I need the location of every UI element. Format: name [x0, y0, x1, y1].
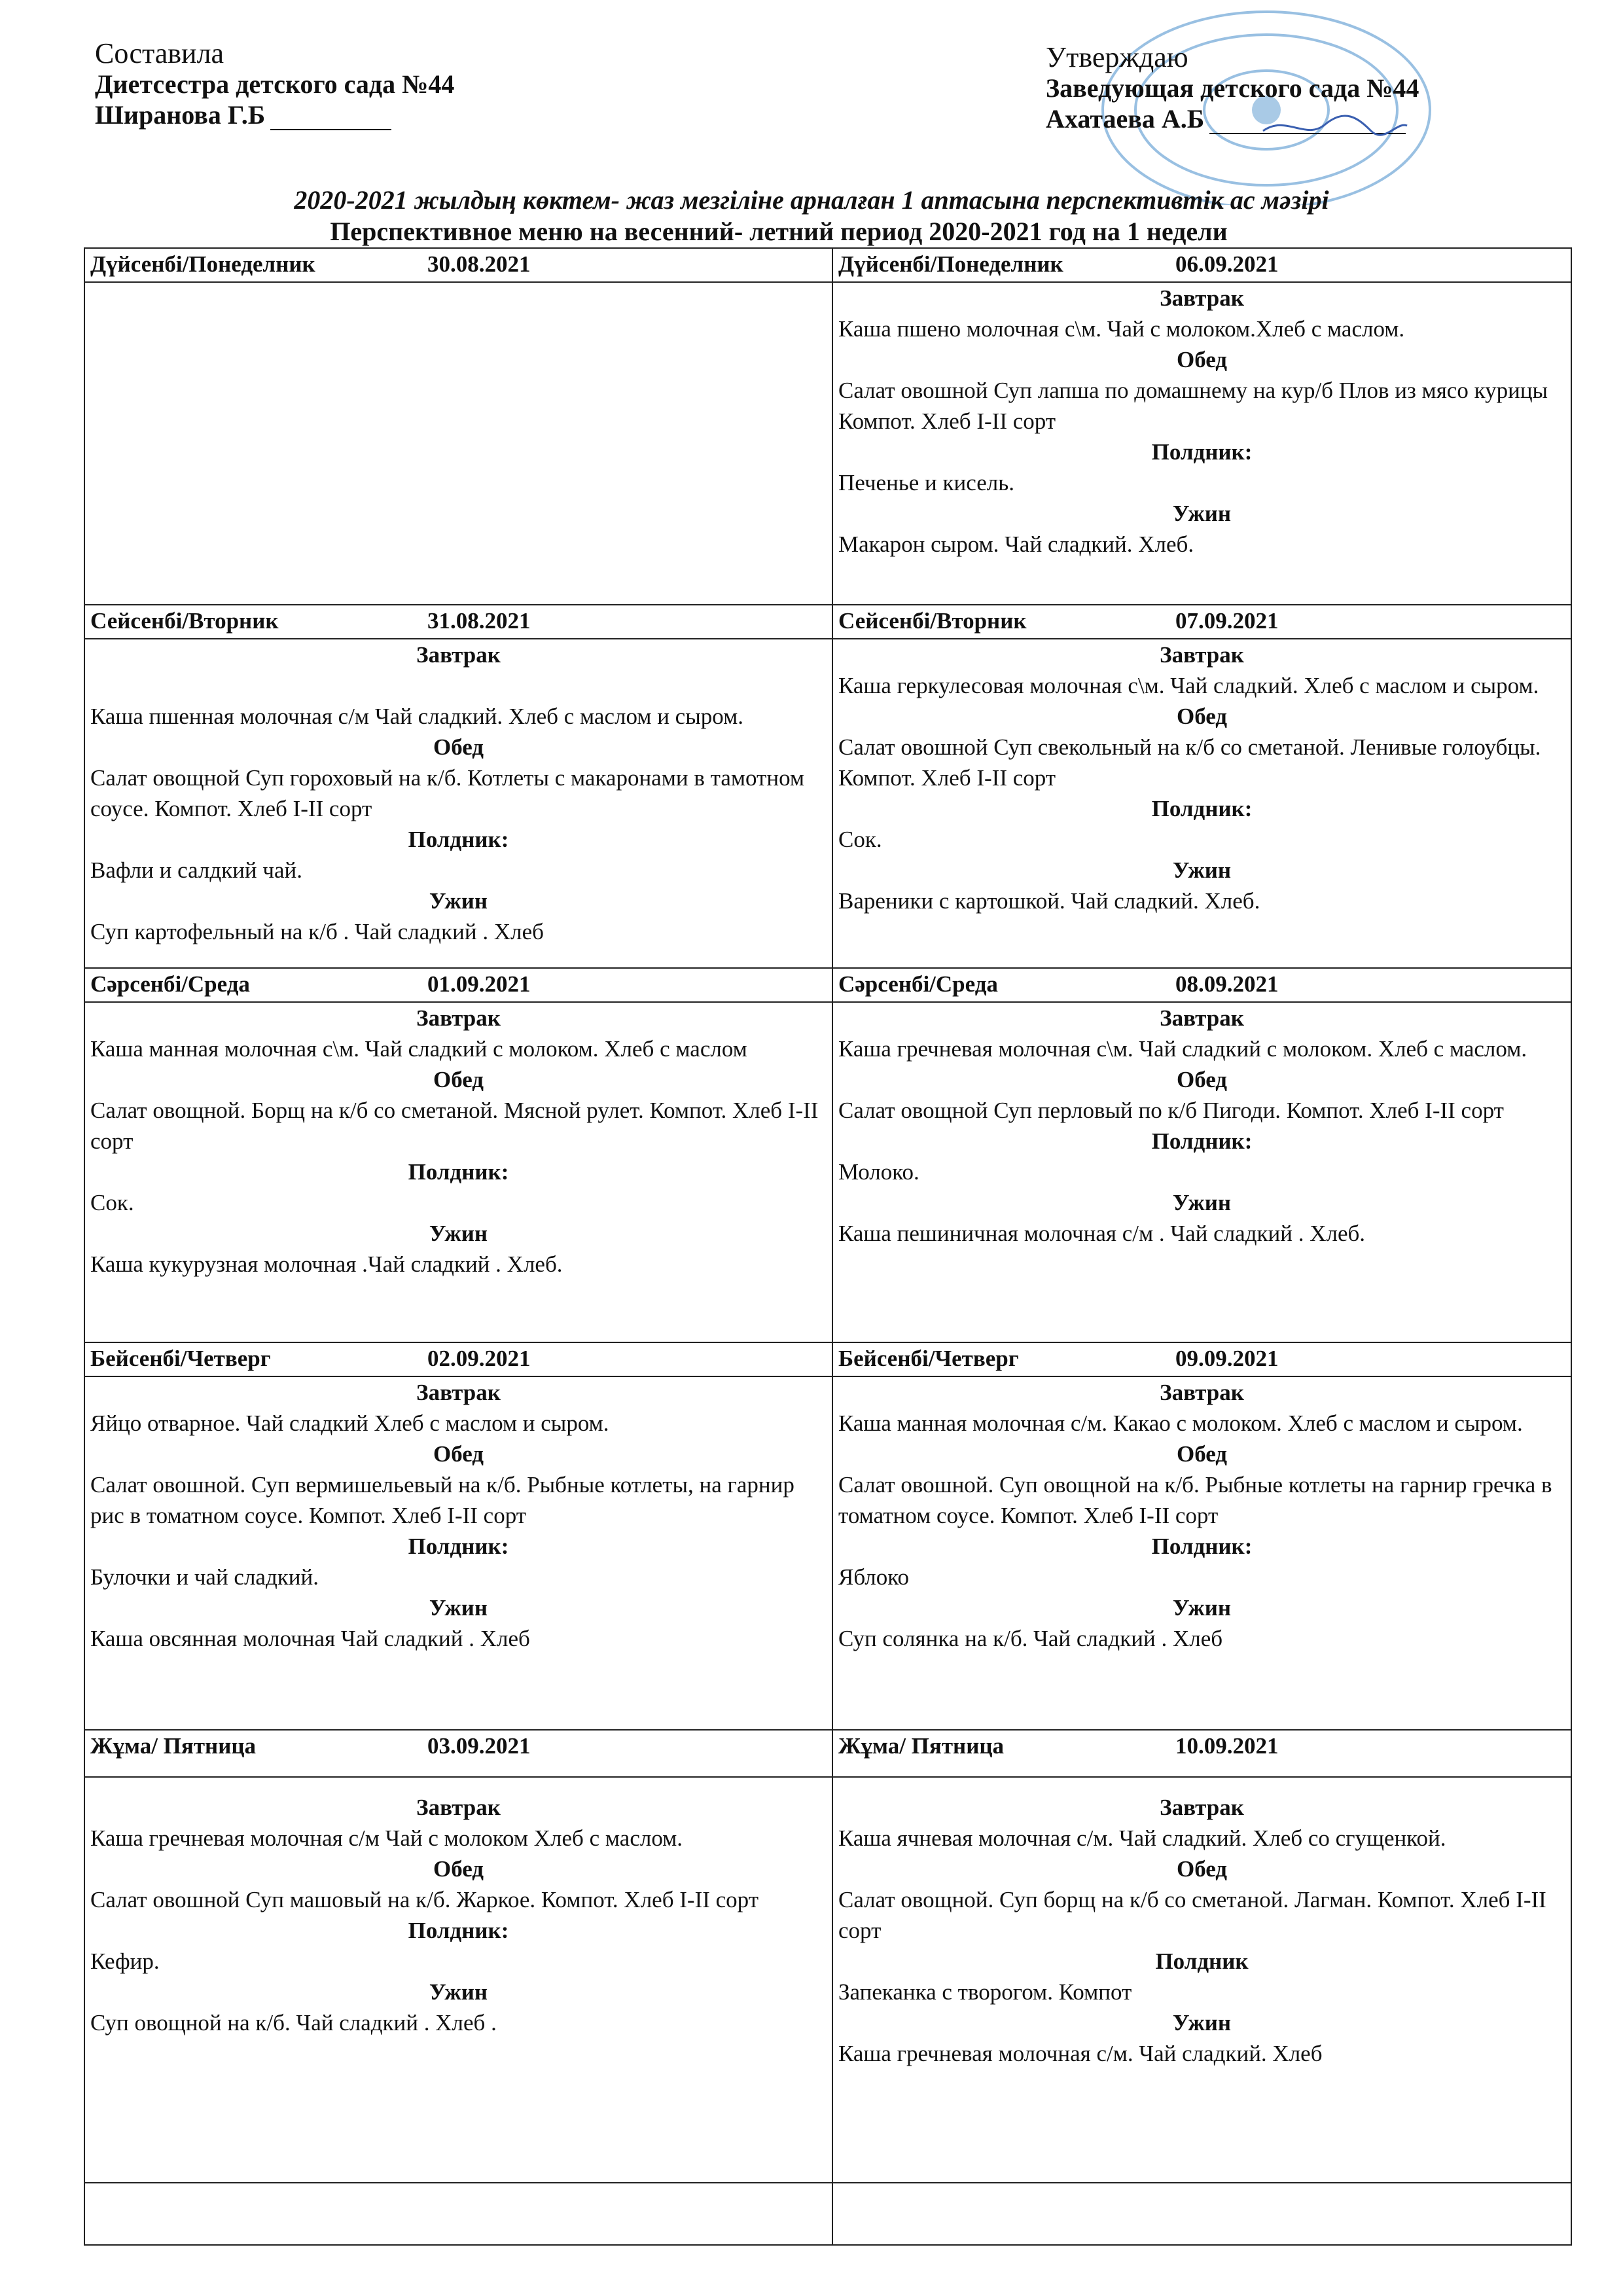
day-menu-cell: [84, 639, 832, 968]
title-russian: Перспективное меню на весенний- летний период 2020-2021 год на 1 недели: [330, 217, 1228, 246]
meal-text-lunch: Салат овощной. Суп борщ на к/б со сметаной. Лагман. Компот. Хлеб I-II сорт: [838, 1887, 1546, 1943]
meal-text-dinner: Каша кукурузная молочная .Чай сладкий . Хлеб.: [90, 1251, 563, 1277]
meal-title-lunch: Обед: [433, 1441, 484, 1467]
day-name: Жұма/ Пятница: [838, 1733, 1005, 1759]
day-header-cell: [84, 968, 832, 1002]
meal-text-breakfast: Каша геркулесовая молочная с\м. Чай сладкий. Хлеб с маслом и сыром.: [838, 673, 1539, 698]
title-kazakh: 2020-2021 жылдың көктем- жаз мезгіліне арналған 1 аптасына перспективтік ас мәзірі: [294, 185, 1329, 215]
day-header-cell: [84, 605, 832, 639]
meal-title-snack: Полдник:: [408, 827, 509, 852]
meal-text-breakfast: Каша манная молочная с/м. Какао с молоком. Хлеб с маслом и сыром.: [838, 1410, 1523, 1436]
compiled-by-block: [95, 38, 454, 130]
meal-title-snack: Полдник:: [1151, 439, 1253, 465]
meal-title-breakfast: Завтрак: [1160, 1795, 1244, 1820]
meal-text-snack: Яблоко: [838, 1564, 909, 1590]
meal-text-dinner: Суп картофельный на к/б . Чай сладкий . Хлеб: [90, 919, 544, 944]
day-date: 09.09.2021: [1175, 1346, 1279, 1371]
day-date: 01.09.2021: [427, 971, 531, 997]
meal-title-lunch: Обед: [1176, 704, 1228, 729]
meal-text-dinner: Каша гречневая молочная с/м. Чай сладкий. Хлеб: [838, 2041, 1323, 2066]
meal-text-breakfast: Яйцо отварное. Чай сладкий Хлеб с маслом и сыром.: [90, 1410, 609, 1436]
day-date: 07.09.2021: [1175, 608, 1279, 634]
day-name: Сәрсенбі/Среда: [90, 971, 250, 997]
day-name: Сейсенбі/Вторник: [90, 608, 279, 634]
meal-title-lunch: Обед: [1176, 1441, 1228, 1467]
day-menu-cell: [84, 1376, 832, 1730]
meal-title-dinner: Ужин: [1172, 1190, 1232, 1215]
day-header-cell: [832, 248, 1571, 282]
day-menu-row: [84, 1777, 1571, 2183]
meal-text-dinner: Суп овощной на к/б. Чай сладкий . Хлеб .: [90, 2010, 497, 2036]
day-name: Дүйсенбі/Понеделник: [838, 251, 1063, 277]
meal-title-dinner: Ужин: [1172, 1595, 1232, 1621]
approved-by-label: Утверждаю: [1046, 41, 1188, 73]
meal-title-breakfast: Завтрак: [1160, 642, 1244, 668]
meal-text-snack: Вафли и салдкий чай.: [90, 857, 303, 883]
day-header-cell: [832, 605, 1571, 639]
meal-text-lunch: Салат овощной Суп перловый по к/б Пигоди. Компот. Хлеб I-II сорт: [838, 1098, 1504, 1123]
meal-title-lunch: Обед: [1176, 347, 1228, 372]
meal-title-breakfast: Завтрак: [416, 1795, 501, 1820]
day-header-cell: [84, 248, 832, 282]
meal-text-breakfast: Каша ячневая молочная с/м. Чай сладкий. Хлеб со сгущенкой.: [838, 1825, 1446, 1851]
meal-text-breakfast: Каша гречневая молочная с\м. Чай сладкий с молоком. Хлеб с маслом.: [838, 1036, 1527, 1062]
meal-text-lunch: Салат овошной. Суп овощной на к/б. Рыбные котлеты на гарнир гречка в томатном соусе. Компот. Хлеб I-II сорт: [838, 1472, 1552, 1528]
approved-by-position: Заведующая детского сада №44: [1046, 73, 1419, 103]
meal-text-lunch: Салат овощной. Борщ на к/б со сметаной. Мясной рулет. Компот. Хлеб I-II сорт: [90, 1098, 819, 1154]
meal-title-dinner: Ужин: [429, 888, 488, 914]
meal-title-lunch: Обед: [1176, 1856, 1228, 1882]
day-header-cell: [84, 1342, 832, 1376]
meal-title-breakfast: Завтрак: [1160, 1380, 1244, 1405]
compiled-by-label: Составила: [95, 37, 224, 69]
day-date: 02.09.2021: [427, 1346, 531, 1371]
day-date: 30.08.2021: [427, 251, 531, 277]
day-date: 08.09.2021: [1175, 971, 1279, 997]
day-menu-cell: [84, 1002, 832, 1342]
meal-text-lunch: Салат овошной. Суп вермишельевый на к/б. Рыбные котлеты, на гарнир рис в томатном соусе. Компот. Хлеб I-II сорт: [90, 1472, 794, 1528]
meal-text-snack: Сок.: [838, 827, 882, 852]
day-menu-cell: [832, 1376, 1571, 1730]
meal-text-lunch: Салат овошной Суп машовый на к/б. Жаркое. Компот. Хлеб I-II сорт: [90, 1887, 758, 1912]
meal-text-snack: Булочки и чай сладкий.: [90, 1564, 319, 1590]
meal-title-dinner: Ужин: [1172, 501, 1232, 526]
meal-title-lunch: Обед: [433, 1856, 484, 1882]
compiled-by-name: Ширанова Г.Б: [95, 100, 266, 130]
meal-text-dinner: Вареники с картошкой. Чай сладкий. Хлеб.: [838, 888, 1260, 914]
day-menu-row: [84, 1376, 1571, 1730]
meal-title-snack: Полдник:: [408, 1159, 509, 1185]
day-header-row: [84, 248, 1571, 282]
meal-text-dinner: Макарон сыром. Чай сладкий. Хлеб.: [838, 531, 1194, 557]
meal-text-snack: Печенье и кисель.: [838, 470, 1014, 495]
handwritten-signature: [1260, 111, 1410, 143]
day-date: 03.09.2021: [427, 1733, 531, 1759]
meal-title-lunch: Обед: [1176, 1067, 1228, 1092]
day-name: Жұма/ Пятница: [90, 1733, 257, 1759]
meal-title-snack: Полдник:: [1151, 1128, 1253, 1154]
day-date: 10.09.2021: [1175, 1733, 1279, 1759]
meal-text-lunch: Салат овошной Суп лапша по домашнему на кур/б Плов из мясо курицы Компот. Хлеб I-II сорт: [838, 378, 1548, 434]
day-menu-row: [84, 1002, 1571, 1342]
day-menu-cell: [832, 639, 1571, 968]
meal-title-breakfast: Завтрак: [1160, 285, 1244, 311]
day-menu-row: [84, 639, 1571, 968]
meal-title-dinner: Ужин: [1172, 857, 1232, 883]
meal-title-dinner: Ужин: [429, 1595, 488, 1621]
meal-title-snack: Полдник:: [1151, 1534, 1253, 1559]
empty-row: [84, 2183, 1571, 2245]
meal-text-snack: Кефир.: [90, 1948, 160, 1974]
meal-title-dinner: Ужин: [429, 1979, 488, 2005]
day-name: Дүйсенбі/Понеделник: [90, 251, 315, 277]
day-header-row: [84, 1342, 1571, 1376]
meal-text-snack: Молоко.: [838, 1159, 919, 1185]
meal-title-snack: Полдник:: [408, 1918, 509, 1943]
meal-title-breakfast: Завтрак: [416, 1005, 501, 1031]
day-header-row: [84, 968, 1571, 1002]
meal-text-breakfast: Каша гречневая молочная с/м Чай с молоком Хлеб с маслом.: [90, 1825, 683, 1851]
meal-title-breakfast: Завтрак: [416, 1380, 501, 1405]
day-menu-cell: [832, 1002, 1571, 1342]
day-header-row: [84, 1730, 1571, 1777]
meal-title-snack: Полдник:: [408, 1534, 509, 1559]
meal-text-dinner: Суп солянка на к/б. Чай сладкий . Хлеб: [838, 1626, 1223, 1651]
day-name: Бейсенбі/Четверг: [90, 1346, 271, 1371]
day-menu-cell: [832, 1777, 1571, 2183]
meal-text-lunch: Салат овощной Суп гороховый на к/б. Котлеты с макаронами в тамотном соусе. Компот. Хлеб I-II сорт: [90, 765, 805, 821]
meal-title-lunch: Обед: [433, 734, 484, 760]
signature-line-left: [270, 107, 391, 130]
day-name: Сейсенбі/Вторник: [838, 608, 1027, 634]
meal-text-breakfast: Каша манная молочная с\м. Чай сладкий с молоком. Хлеб с маслом: [90, 1036, 747, 1062]
day-menu-cell: [832, 282, 1571, 605]
meal-title-dinner: Ужин: [429, 1221, 488, 1246]
day-header-cell: [832, 1342, 1571, 1376]
day-header-row: [84, 605, 1571, 639]
meal-text-breakfast: Каша пшено молочная с\м. Чай с молоком.Хлеб с маслом.: [838, 316, 1405, 342]
day-header-cell: [84, 1730, 832, 1777]
meal-text-dinner: Каша овсянная молочная Чай сладкий . Хлеб: [90, 1626, 530, 1651]
empty-cell: [832, 2183, 1571, 2245]
meal-text-snack: Сок.: [90, 1190, 134, 1215]
meal-title-dinner: Ужин: [1172, 2010, 1232, 2036]
day-menu-row: [84, 282, 1571, 605]
day-name: Бейсенбі/Четверг: [838, 1346, 1019, 1371]
compiled-by-position: Диетсестра детского сада №44: [95, 69, 455, 99]
meal-title-breakfast: Завтрак: [1160, 1005, 1244, 1031]
day-menu-cell: [84, 1777, 832, 2183]
day-header-cell: [832, 968, 1571, 1002]
meal-title-breakfast: Завтрак: [416, 642, 501, 668]
meal-title-lunch: Обед: [433, 1067, 484, 1092]
menu-table: [84, 247, 1572, 2246]
day-name: Сәрсенбі/Среда: [838, 971, 998, 997]
meal-title-snack: Полдник: [1155, 1948, 1249, 1974]
empty-cell: [84, 2183, 832, 2245]
meal-text-dinner: Каша пешиничная молочная с/м . Чай сладкий . Хлеб.: [838, 1221, 1366, 1246]
meal-text-breakfast: Каша пшенная молочная с/м Чай сладкий. Хлеб с маслом и сыром.: [90, 704, 743, 729]
day-header-cell: [832, 1730, 1571, 1777]
day-menu-cell-empty: [84, 282, 832, 605]
meal-title-snack: Полдник:: [1151, 796, 1253, 821]
approved-by-name: Ахатаева А.Б: [1046, 104, 1205, 134]
day-date: 31.08.2021: [427, 608, 531, 634]
meal-text-lunch: Салат овошной Суп свекольный на к/б со сметаной. Ленивые голоубцы. Компот. Хлеб I-II сорт: [838, 734, 1541, 791]
meal-text-snack: Запеканка с творогом. Компот: [838, 1979, 1132, 2005]
day-date: 06.09.2021: [1175, 251, 1279, 277]
